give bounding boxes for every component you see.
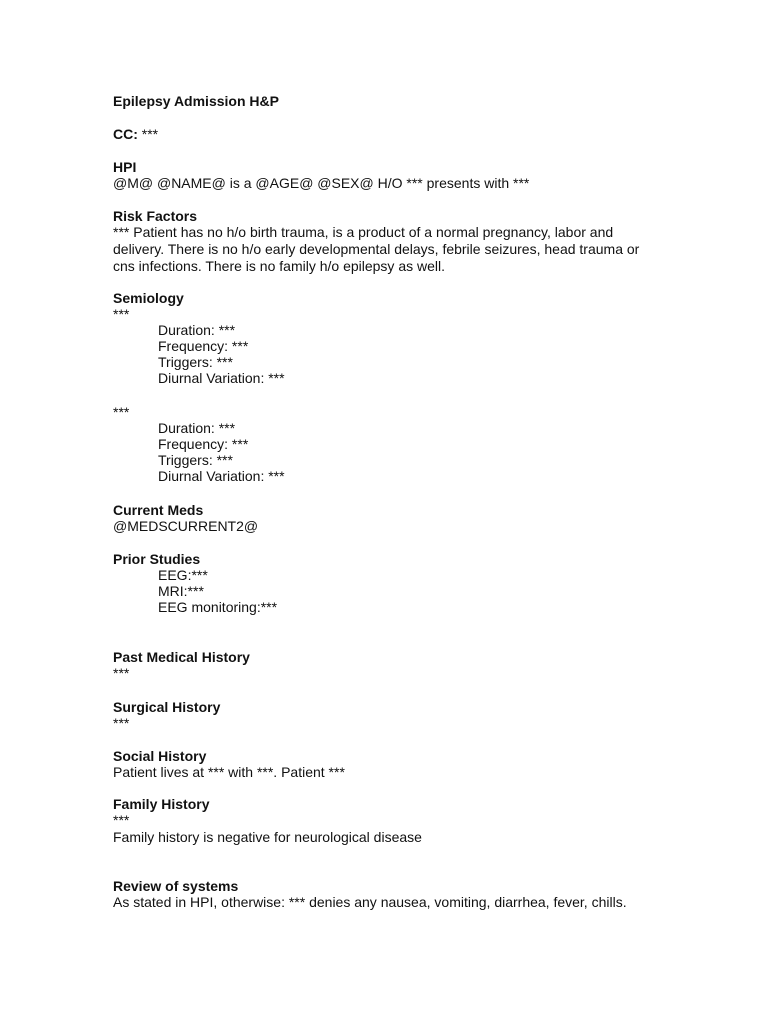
risk-factors-line: cns infections. There is no family h/o epilepsy as well. <box>113 258 446 274</box>
semiology-item: Triggers: *** <box>158 354 233 370</box>
document-title: Epilepsy Admission H&P <box>113 93 279 109</box>
social-history-heading: Social History <box>113 748 207 764</box>
semiology-group-marker: *** <box>113 306 130 322</box>
semiology-item: Duration: *** <box>158 322 236 338</box>
prior-studies-heading: Prior Studies <box>113 551 201 567</box>
cc-line <box>113 126 158 142</box>
current-meds-text: @MEDSCURRENT2@ <box>113 518 259 534</box>
semiology-item: Duration: *** <box>158 420 236 436</box>
surgical-history-text: *** <box>113 715 130 731</box>
surgical-history-heading: Surgical History <box>113 699 221 715</box>
review-of-systems-heading: Review of systems <box>113 878 239 894</box>
semiology-item: Triggers: *** <box>158 452 233 468</box>
family-history-marker: *** <box>113 812 130 828</box>
semiology-item: Frequency: *** <box>158 338 249 354</box>
review-of-systems-text: As stated in HPI, otherwise: *** denies any nausea, vomiting, diarrhea, fever, chills. <box>113 894 627 910</box>
prior-studies-item: EEG monitoring:*** <box>158 599 278 615</box>
risk-factors-line: delivery. There is no h/o early developmental delays, febrile seizures, head trauma or <box>113 241 640 257</box>
risk-factors-line: *** Patient has no h/o birth trauma, is a product of a normal pregnancy, labor and <box>113 224 614 240</box>
semiology-item: Diurnal Variation: *** <box>158 468 285 484</box>
prior-studies-item: MRI:*** <box>158 583 204 599</box>
semiology-group-marker: *** <box>113 404 130 420</box>
family-history-heading: Family History <box>113 796 210 812</box>
hpi-text: @M@ @NAME@ is a @AGE@ @SEX@ H/O *** presents with *** <box>113 175 530 191</box>
social-history-text: Patient lives at *** with ***. Patient *** <box>113 764 345 780</box>
past-medical-history-heading: Past Medical History <box>113 649 250 665</box>
past-medical-history-text: *** <box>113 665 130 681</box>
cc-label: CC: <box>113 126 138 142</box>
current-meds-heading: Current Meds <box>113 502 204 518</box>
risk-factors-heading: Risk Factors <box>113 208 198 224</box>
prior-studies-item: EEG:*** <box>158 567 208 583</box>
family-history-text: Family history is negative for neurological disease <box>113 829 422 845</box>
semiology-item: Frequency: *** <box>158 436 249 452</box>
semiology-item: Diurnal Variation: *** <box>158 370 285 386</box>
cc-value: *** <box>141 126 159 142</box>
hpi-heading: HPI <box>113 159 137 175</box>
semiology-heading: Semiology <box>113 290 184 306</box>
